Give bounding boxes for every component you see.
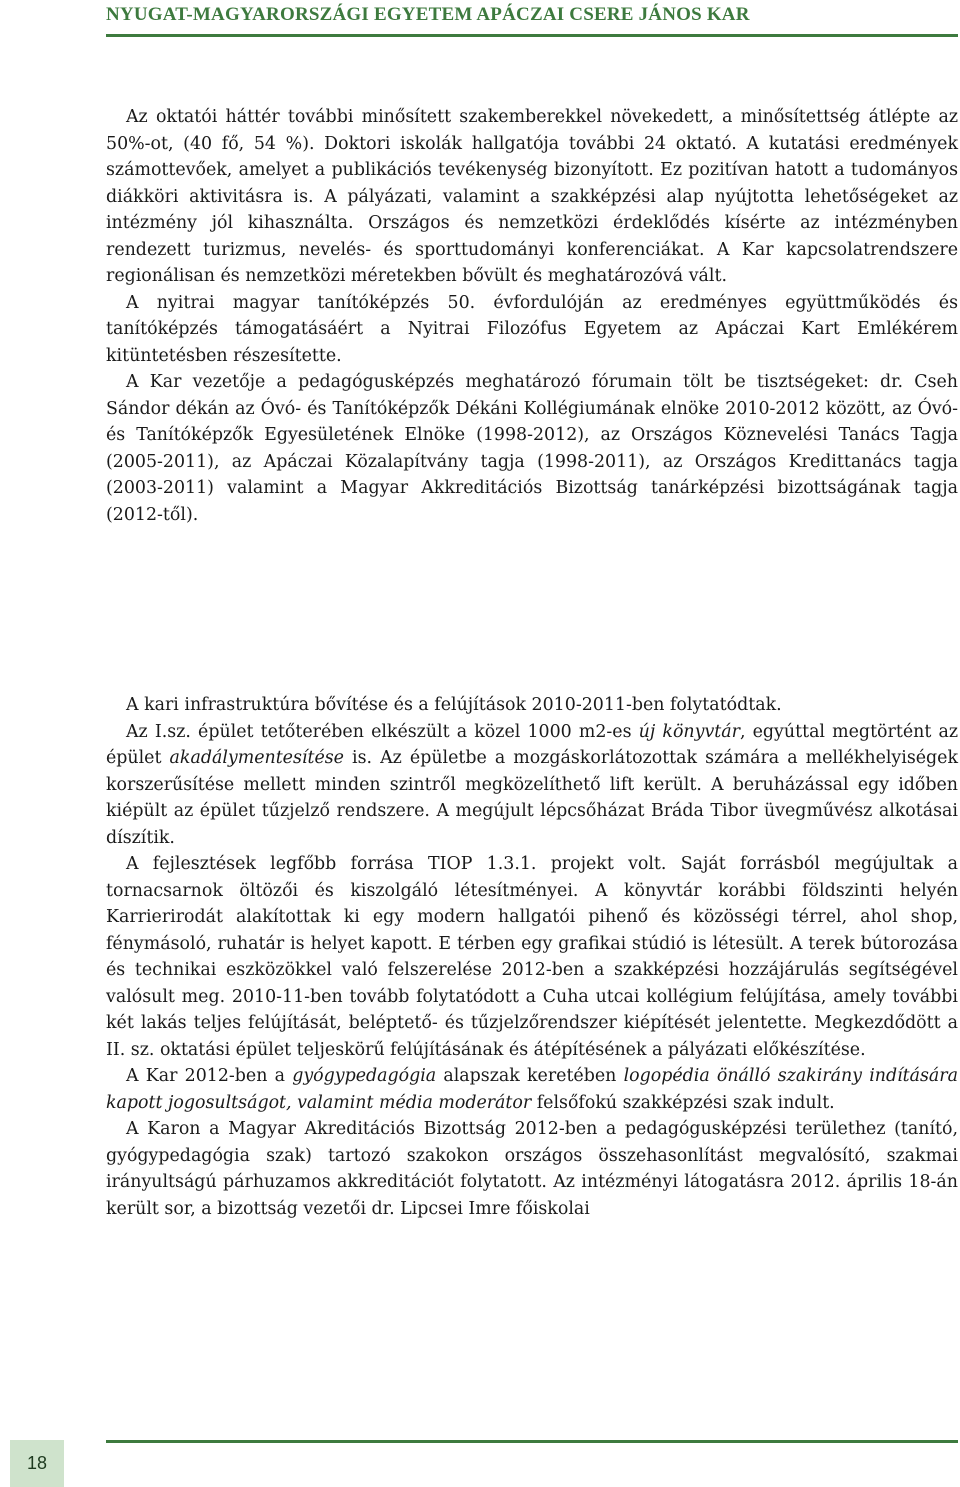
paragraph	[106, 1063, 958, 1116]
text-run: alapszak keretében	[436, 1066, 624, 1086]
paragraph	[106, 719, 958, 852]
page-number: 18	[10, 1440, 64, 1487]
italic-term: logopédia önálló szakirány indítására kapott jogosultságot, valamint média moderátor	[106, 1066, 958, 1113]
paragraph: A kari infrastruktúra bővítése és a felújítások 2010-2011-ben folytatódtak.	[126, 695, 782, 715]
body-section-infrastructure	[106, 692, 958, 1222]
paragraph: A Karon a Magyar Akreditációs Bizottság 2012-ben a pedagógusképzési területhez (tanító, gyógypedagógia szak) tartozó szakokon országos összehasonlítást megvalósító, szakmai irányultságú párhuzamos akkreditációt folytatott. Az intézményi látogatásra 2012. április 18-án került sor, a bizottság vezetői dr. Lipcsei Imre főiskolai	[106, 1119, 958, 1219]
text-run: felsőfokú szakképzési szak indult.	[531, 1092, 835, 1113]
paragraph: A Kar vezetője a pedagógusképzés meghatározó fórumain tölt be tisztségeket: dr. Cseh Sándor dékán az Óvó- és Tanítóképzők Dékáni Kollégiumának elnöke 2010-2012 között, az Óvó- és Tanítóképzők Egyesületének Elnöke (1998-2012), az Országos Köznevelési Tanács Tagja (2005-2011), az Apáczai Közalapítvány tagja (1998-2011), az Országos Kredittanács tagja (2003-2011) valamint a Magyar Akkreditációs Bizottság tanárképzési bizottságának tagja (2012-től).	[106, 372, 958, 525]
text-run: Az I.sz. épület tetőterében elkészült a közel 1000 m2-es	[126, 721, 639, 742]
paragraph: Az oktatói háttér további minősített szakemberekkel növekedett, a minősítettség átlépte az 50%-ot, (40 fő, 54 %). Doktori iskolák hallgatója további 24 oktató. A kutatási eredmények számottevőek, amelyet a publikációs tevékenység bizonyított. Ez pozitívan hatott a tudományos diákköri aktivitásra is. A pályázati, valamint a szakképzési alap nyújtotta lehetőségeket az intézmény jól kihasználta. Országos és nemzetközi érdeklődés kísérte az intézményben rendezett turizmus, nevelés- és sporttudományi konferenciákat. A Kar kapcsolatrendszere regionálisan és nemzetközi méretekben bővült és meghatározóvá vált.	[106, 107, 958, 286]
running-header-title: NYUGAT-MAGYARORSZÁGI EGYETEM APÁCZAI CSERE JÁNOS KAR	[106, 4, 750, 25]
header-rule	[106, 34, 958, 37]
text-run: , egyúttal megtörtént az épület	[106, 721, 958, 768]
paragraph: A nyitrai magyar tanítóképzés 50. évfordulóján az eredményes együttműködés és tanítóképzés támogatásáért a Nyitrai Filozófus Egyetem az Apáczai Kart Emlékérem kitüntetésben részesítette.	[106, 292, 958, 366]
italic-term: gyógypedagógia	[292, 1066, 437, 1086]
footer-rule	[106, 1440, 958, 1443]
body-section-faculty	[106, 104, 958, 528]
italic-term: új könyvtár	[638, 721, 740, 742]
text-run: A Kar 2012-ben a	[126, 1066, 293, 1086]
text-run: is. Az épületbe a mozgáskorlátozottak számára a mellékhelyiségek korszerűsítése mellett minden szintről megközelíthető lift került. A beruházással egy időben kiépült az épület tűzjelző rendszere. A megújult lépcsőházat Bráda Tibor üvegművész alkotásai díszítik.	[106, 748, 958, 848]
paragraph: A fejlesztések legfőbb forrása TIOP 1.3.1. projekt volt. Saját forrásból megújultak a tornacsarnok öltözői és kiszolgáló létesítményei. A könyvtár korábbi földszinti helyén Karrierirodát alakítottak ki egy modern hallgatói pihenő és közösségi térrel, ahol shop, fénymásoló, ruhatár is helyet kapott. E térben egy grafikai stúdió is létesült. A terek bútorozása és technikai eszközökkel való felszerelése 2012-ben a szakképzési hozzájárulás segítségével valósult meg. 2010-11-ben tovább folytatódott a Cuha utcai kollégium felújítása, amely további két lakás teljes felújítását, beléptető- és tűzjelzőrendszer kiépítését jelentette. Megkezdődött a II. sz. oktatási épület teljeskörű felújításának és átépítésének a pályázati előkészítése.	[106, 854, 958, 1060]
italic-term: akadálymentesítése	[169, 748, 344, 768]
